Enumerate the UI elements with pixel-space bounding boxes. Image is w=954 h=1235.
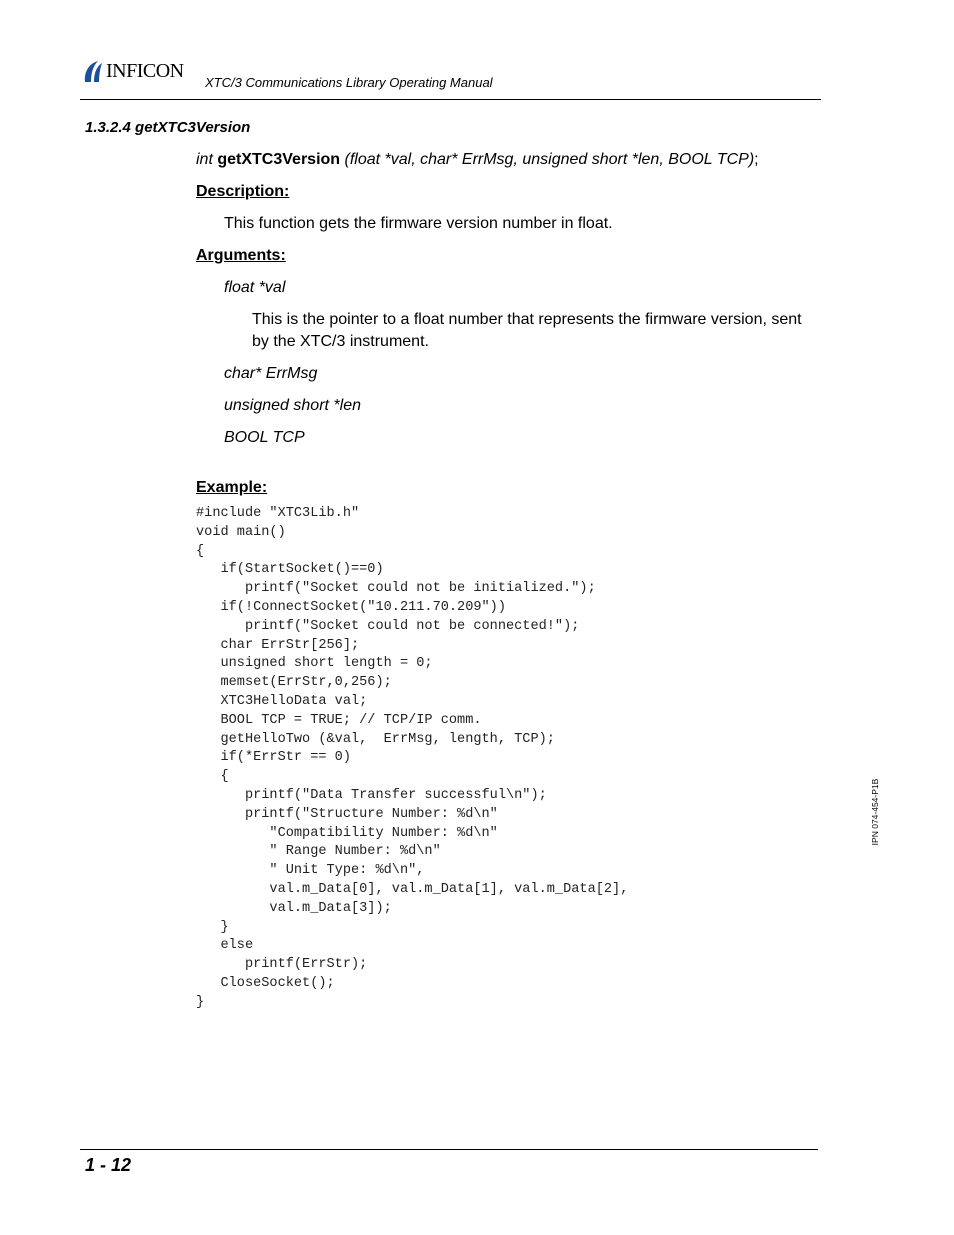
signature-terminator: ; [754, 151, 759, 168]
function-name: getXTC3Version [217, 151, 341, 168]
example-label: Example: [196, 479, 268, 496]
argument-description: This is the pointer to a float number that represents the firmware version, sent by the XTC/3 instrument. [252, 311, 802, 350]
argument-name: float *val [224, 279, 286, 296]
code-example: #include "XTC3Lib.h" void main() { if(StartSocket()==0) printf("Socket could not be initialized."); if(!ConnectSocket("10.211.70.209")) printf("Socket could not be connected!"); char ErrStr[256]; unsigned short length = 0; memset(ErrStr,0,256); XTC3HelloData val; BOOL TCP = TRUE; // TCP/IP comm. getHelloTwo (&val, ErrMsg, length, TCP); if(*ErrStr == 0) { printf("Data Transfer successful\n"); printf("Structure Number: %d\n" "Compatibility Number: %d\n" " Range Number: %d\n" " Unit Type: %d\n", val.m_Data[0], val.m_Data[1], val.m_Data[2], val.m_Data[3]); } else printf(ErrStr); CloseSocket(); } [196, 506, 629, 1010]
description-text: This function gets the firmware version number in float. [224, 215, 613, 232]
logo-wordmark: INFICON [106, 60, 184, 82]
argument-name: char* ErrMsg [224, 365, 318, 382]
argument-name: unsigned short *len [224, 397, 361, 414]
argument-name: BOOL TCP [224, 429, 305, 446]
section-heading: 1.3.2.4 getXTC3Version [85, 119, 251, 136]
footer-rule [80, 1149, 818, 1150]
document-part-number: IPN 074-454-P1B [870, 778, 880, 846]
inficon-logo [82, 58, 184, 84]
function-signature [196, 149, 759, 171]
inficon-logo-icon [82, 59, 104, 83]
header-rule [80, 99, 821, 100]
return-type: int [196, 151, 213, 168]
manual-title: XTC/3 Communications Library Operating Manual [205, 75, 493, 90]
arguments-label: Arguments: [196, 247, 286, 264]
description-label: Description: [196, 183, 290, 200]
page-number: 1 - 12 [85, 1155, 132, 1175]
function-params: (float *val, char* ErrMsg, unsigned short *len, BOOL TCP) [344, 151, 755, 168]
